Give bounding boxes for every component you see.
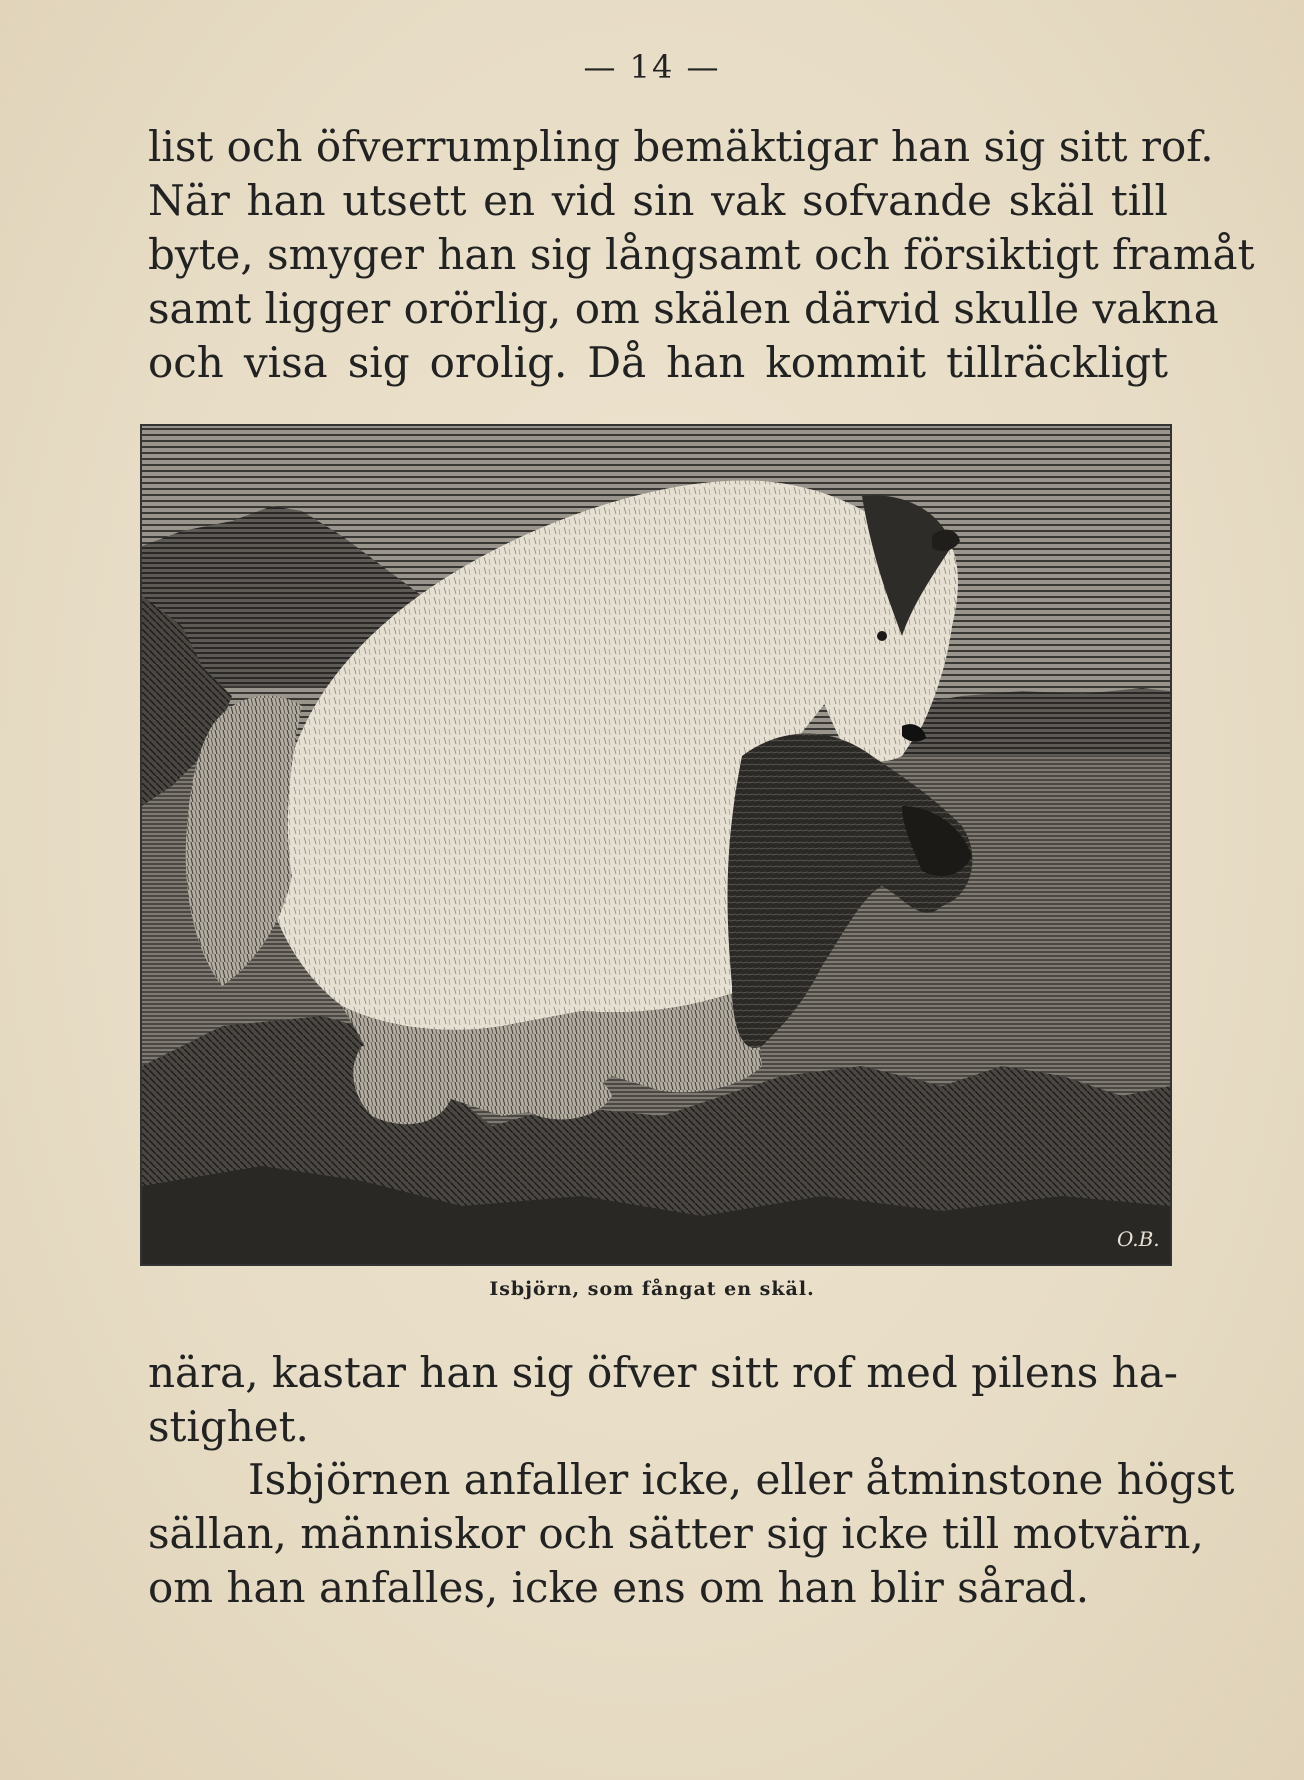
text-line: När han utsett en vid sin vak sofvande skäl till: [148, 176, 1168, 225]
text-line: om han anfalles, icke ens om han blir sårad.: [148, 1563, 1090, 1612]
polar-bear-engraving: [140, 424, 1172, 1266]
paragraph-1: [148, 120, 1255, 390]
text-line: nära, kastar han sig öfver sitt rof med pilens ha-: [148, 1348, 1178, 1397]
artist-signature: O.B.: [1117, 1227, 1160, 1251]
page-number: — 14 —: [583, 48, 721, 86]
text-line: Isbjörnen anfaller icke, eller åtminstone högst: [248, 1455, 1235, 1504]
text-line: list och öfverrumpling bemäktigar han sig sitt rof.: [148, 122, 1214, 171]
paragraph-3: [148, 1453, 1235, 1615]
text-line: sällan, människor och sätter sig icke till motvärn,: [148, 1509, 1204, 1558]
text-line: och visa sig orolig. Då han kommit tillräckligt: [148, 338, 1168, 387]
text-line: byte, smyger han sig långsamt och försiktigt framåt: [148, 230, 1255, 279]
text-line: samt ligger orörlig, om skälen därvid skulle vakna: [148, 284, 1219, 333]
text-line: stighet.: [148, 1402, 309, 1451]
illustration-caption: Isbjörn, som fångat en skäl.: [489, 1278, 815, 1300]
paragraph-2: [148, 1346, 1178, 1454]
